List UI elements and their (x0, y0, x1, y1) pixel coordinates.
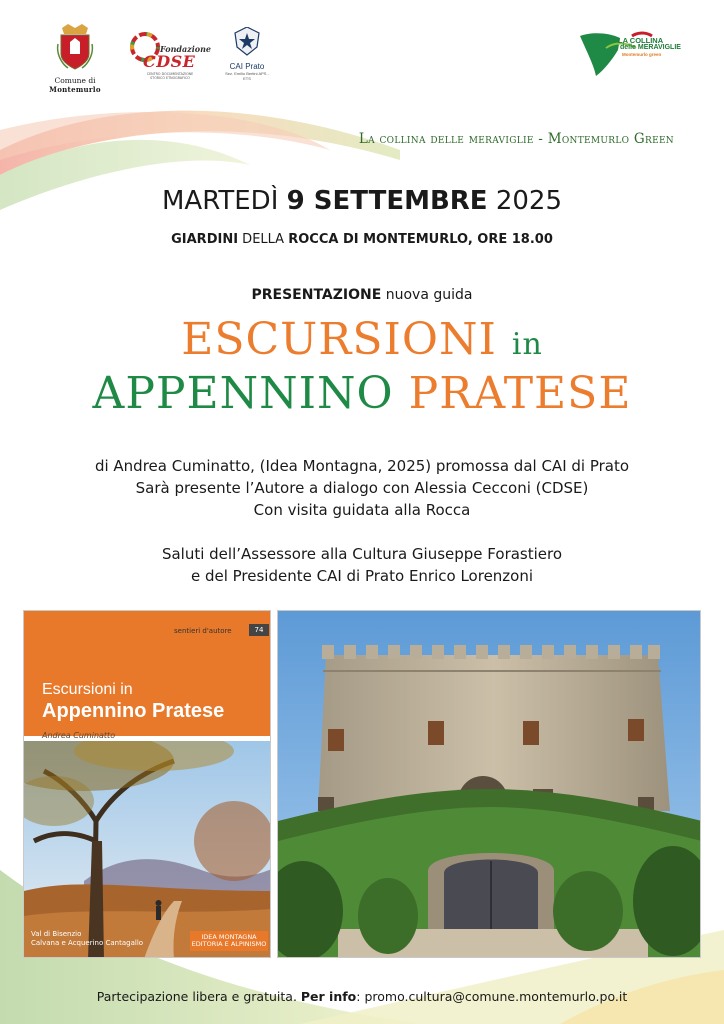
comune-montemurlo-logo (45, 24, 105, 94)
title-line1 (0, 312, 724, 373)
venue-part3: ROCCA (288, 232, 339, 247)
book-caption-line2: Calvana e Acquerino Cantagallo (31, 939, 144, 947)
book-author: Andrea Cuminatto (42, 731, 116, 740)
book-series: sentieri d'autore (174, 627, 232, 635)
book-publisher: IDEA MONTAGNA EDITORIA E ALPINISMO (190, 931, 268, 951)
venue-part2: DELLA (238, 232, 289, 247)
presentation-bold: PRESENTAZIONE (251, 287, 382, 303)
venue-part5: 18.00 (511, 232, 553, 247)
book-cover-image (23, 610, 271, 958)
title-word-appennino: APPENNINO (92, 368, 394, 419)
description-line1: di Andrea Cuminatto, (Idea Montagna, 2025) promossa dal CAI di Prato (94, 457, 630, 475)
date-weekday: MARTEDÌ (161, 186, 279, 216)
book-caption-line1: Val di Bisenzio (31, 930, 82, 938)
castle-illustration (278, 611, 701, 958)
title-word-escursioni: ESCURSIONI (181, 314, 497, 365)
collina-line1: LA COLLINA (618, 36, 664, 45)
collina-line2: delle MERAVIGLIE (620, 44, 681, 51)
collina-line3: Montemurlo green (622, 52, 662, 57)
cdse-name: CDSE (143, 52, 196, 71)
book-landscape-photo (24, 741, 271, 958)
title-line2 (0, 366, 724, 422)
book-title-line2: Appennino Pratese (42, 700, 225, 722)
footer-email[interactable]: : promo.cultura@comune.montemurlo.po.it (356, 989, 628, 1004)
rocca-castle-photo (277, 610, 701, 958)
description (0, 455, 724, 521)
cai-prato-logo (222, 27, 272, 81)
date-year: 2025 (495, 186, 563, 216)
cdse-subtitle: CENTRO DOCUMENTAZIONE STORICO ETNOGRAFICO (146, 72, 194, 80)
event-venue (0, 232, 724, 247)
greetings-line2: e del Presidente CAI di Prato Enrico Lorenzoni (190, 567, 534, 585)
description-line3: Con visita guidata alla Rocca (253, 501, 471, 519)
title-word-pratese: PRATESE (408, 368, 632, 419)
description-line2: Sarà presente l’Autore a dialogo con Alessia Cecconi (CDSE) (135, 479, 589, 497)
event-date (0, 186, 724, 216)
footer-info (0, 989, 724, 1004)
cdse-fondazione-label: Fondazione (160, 44, 211, 54)
comune-label-line2: Montemurlo (49, 85, 101, 94)
title-word-in: in (511, 327, 543, 362)
greetings-line1: Saluti dell’Assessore alla Cultura Giuseppe Forastiero (161, 545, 563, 563)
tagline: La collina delle meraviglie - Montemurlo Green (358, 131, 674, 147)
footer-bold: Per info (300, 989, 357, 1004)
cai-name: CAI Prato (229, 62, 265, 71)
coat-of-arms-icon (56, 24, 94, 70)
cdse-logo (128, 30, 211, 86)
venue-part4: DI MONTEMURLO, ORE (338, 232, 512, 247)
cai-subtitle: Sez. Emilio Bertini APS - ETS (225, 71, 269, 81)
book-series-number: 74 (249, 624, 269, 636)
comune-label-line1: Comune di (54, 76, 96, 85)
presentation-rest: nuova guida (381, 287, 473, 303)
greetings (0, 543, 724, 587)
venue-part1: GIARDINI (171, 232, 239, 247)
footer-text1: Partecipazione libera e gratuita. (96, 989, 301, 1004)
cai-star-icon (233, 27, 261, 57)
date-day-month: 9 SETTEMBRE (286, 186, 488, 216)
presentation-line (0, 287, 724, 303)
book-title-line1: Escursioni in (42, 681, 133, 698)
collina-meraviglie-logo (578, 30, 681, 78)
